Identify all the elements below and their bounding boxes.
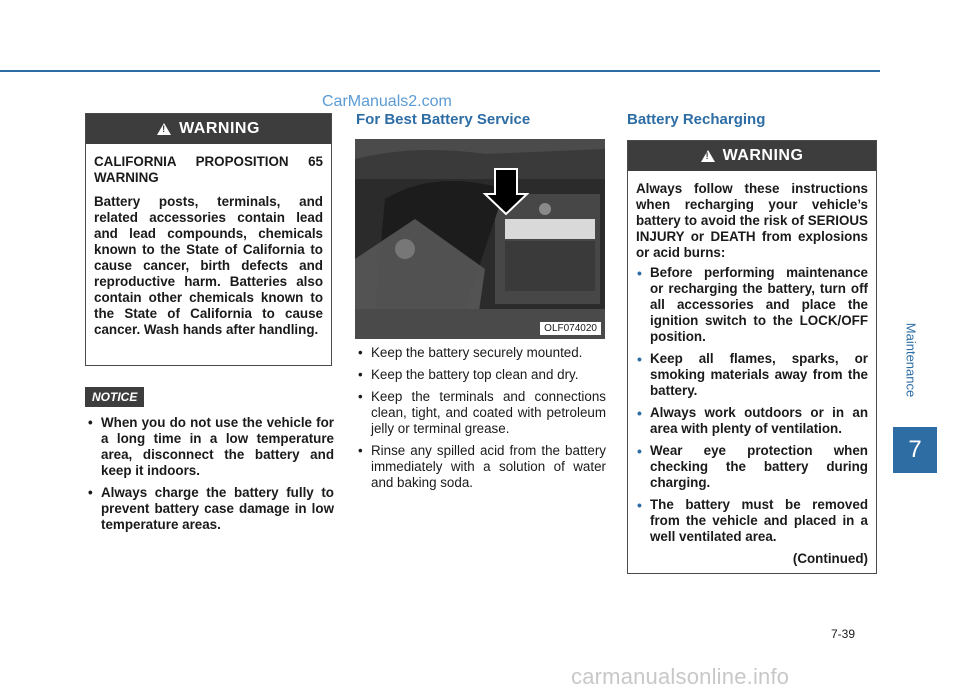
notice-badge: NOTICE — [85, 387, 144, 407]
battery-illustration — [355, 139, 605, 339]
warning-header — [86, 114, 331, 144]
list-item: • Always work outdoors or in an area with plenty of ventilation. — [636, 405, 868, 437]
warning-title: WARNING — [179, 120, 260, 137]
warning-heading: CALIFORNIA PROPOSITION 65 WARNING — [94, 154, 323, 185]
section-title-battery-recharging: Battery Recharging — [627, 111, 766, 128]
list-item: • When you do not use the vehicle for a long time in a low temperature area, disconnect the battery and keep it indoors. — [86, 415, 334, 479]
footer-watermark: carmanualsonline.info — [571, 664, 790, 689]
warning-header — [628, 141, 876, 171]
list-item: • Keep the battery top clean and dry. — [356, 367, 606, 383]
battery-service-list — [356, 345, 606, 497]
list-item: • The battery must be removed from the vehicle and placed in a well ventilated area. — [636, 497, 868, 545]
list-item: • Before performing maintenance or recharging the battery, turn off all accessories and place the ignition switch to the LOCK/OFF position. — [636, 265, 868, 345]
chapter-badge: 7 — [893, 427, 937, 473]
warning-body — [86, 144, 331, 354]
warning-triangle-icon — [157, 123, 171, 135]
warning-intro: Always follow these instructions when recharging your vehicle’s battery to avoid the risk of SERIOUS INJURY or DEATH from explosions or acid burns: — [636, 181, 868, 260]
photo-caption: OLF074020 — [540, 322, 601, 335]
warning-triangle-icon — [701, 150, 715, 162]
recharging-list — [636, 265, 868, 545]
warning-body — [628, 171, 876, 575]
list-item: • Wear eye protection when checking the battery during charging. — [636, 443, 868, 491]
sidebar-section-label — [900, 300, 922, 420]
battery-photo — [355, 139, 605, 339]
notice-list — [86, 415, 334, 539]
warning-title: WARNING — [722, 147, 804, 164]
list-item: • Rinse any spilled acid from the battery immediately with a solution of water and baking soda. — [356, 443, 606, 491]
list-item: • Keep all flames, sparks, or smoking materials away from the battery. — [636, 351, 868, 399]
warning-text: Battery posts, terminals, and related accessories contain lead and lead compounds, chemicals known to the State of California to cause cancer, birth defects and reproductive harm. Batteries also contain other chemicals known to the State of California to cause cancer. Wash hands after handling. — [94, 194, 323, 337]
list-item: • Always charge the battery fully to prevent battery case damage in low temperature areas. — [86, 485, 334, 533]
header-watermark: CarManuals2.com — [322, 93, 452, 110]
list-item: • Keep the terminals and connections clean, tight, and coated with petroleum jelly or terminal grease. — [356, 389, 606, 437]
continued-label: (Continued) — [792, 551, 868, 566]
page-number: 7-39 — [831, 627, 856, 641]
sidebar-section-text: Maintenance — [903, 322, 919, 398]
recharging-warning-box — [627, 140, 877, 574]
list-item: • Keep the battery securely mounted. — [356, 345, 606, 361]
section-title-battery-service: For Best Battery Service — [356, 111, 531, 128]
header-rule — [0, 70, 880, 72]
california-warning-box — [85, 113, 332, 366]
